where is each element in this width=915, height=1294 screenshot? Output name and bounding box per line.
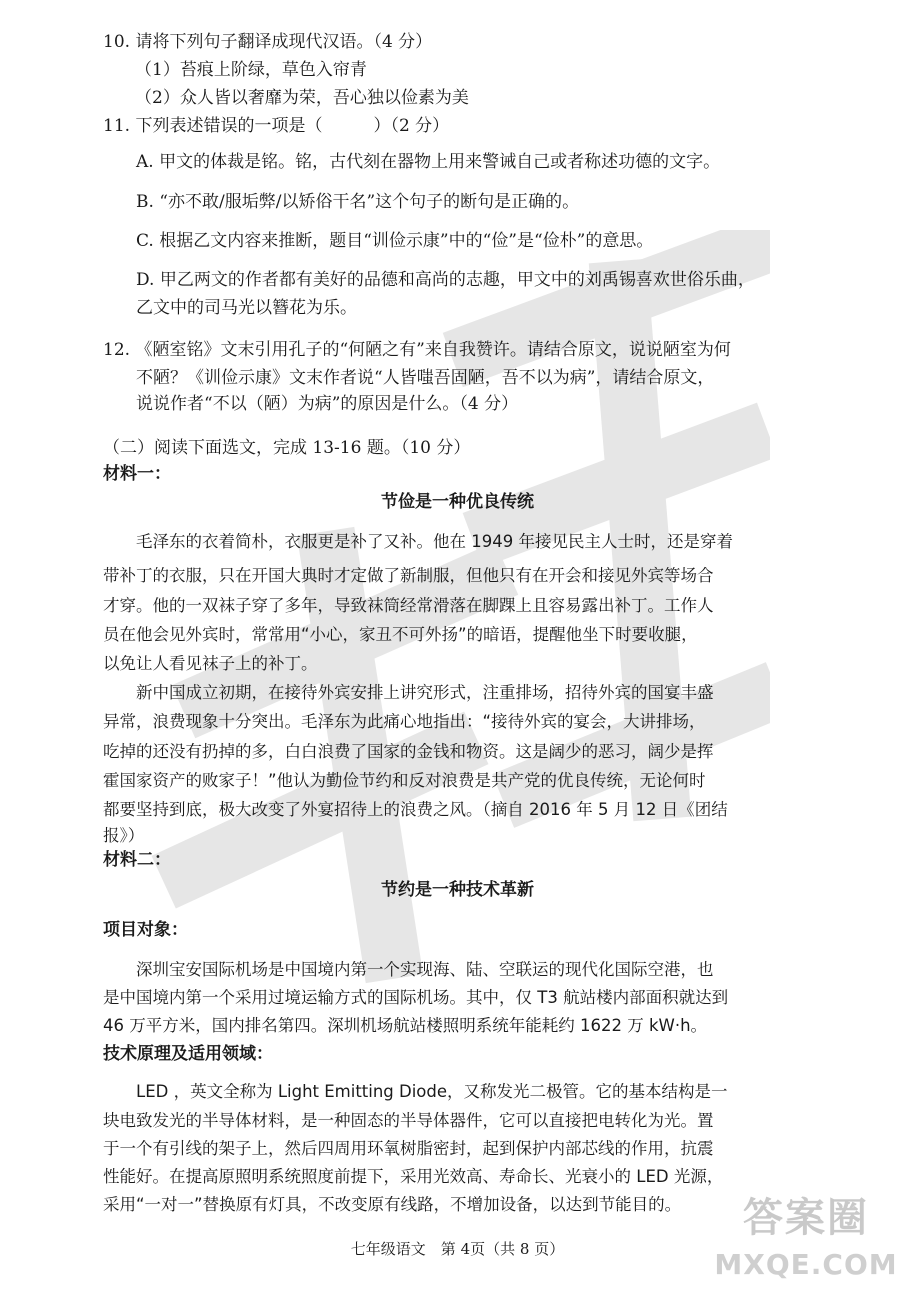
stamp-url: MXQE.COM	[714, 1248, 898, 1281]
material-2-title: 节约是一种技术革新	[381, 880, 534, 900]
p4-line-5: 采用“一对一”替换原有灯具，不改变原有线路，不增加设备，以达到节能目的。	[103, 1195, 682, 1214]
q10-sentence-1: （1）苔痕上阶绿，草色入帘青	[135, 60, 367, 80]
p4-line-1: LED ，英文全称为 Light Emitting Diode，又称发光二极管。它的基本结构是一	[136, 1082, 728, 1101]
q10-sentence-2: （2）众人皆以奢靡为荣，吾心独以俭素为美	[135, 88, 469, 108]
q11-option-c: C. 根据乙文内容来推断，题目“训俭示康”中的“俭”是“俭朴”的意思。	[136, 231, 654, 251]
p2-line-1: 新中国成立初期，在接待外宾安排上讲究形式，注重排场，招待外宾的国宴丰盛	[136, 683, 714, 702]
p2-line-4: 霍国家资产的败家子！”他认为勤俭节约和反对浪费是共产党的优良传统，无论何时	[103, 771, 706, 790]
q11-option-d-line2: 乙文中的司马光以簪花为乐。	[136, 298, 357, 318]
q11-option-d-line1: D. 甲乙两文的作者都有美好的品德和高尚的志趣，甲文中的刘禹锡喜欢世俗乐曲，	[136, 270, 755, 290]
stamp-text: 答案圈	[743, 1195, 869, 1241]
p4-line-3: 于一个有引线的架子上，然后四周用环氧树脂密封，起到保护内部芯线的作用，抗震	[103, 1139, 714, 1158]
p1-line-1: 毛泽东的衣着简朴，衣服更是补了又补。他在 1949 年接见民主人士时，还是穿着	[136, 532, 733, 551]
q11-option-a: A. 甲文的体裁是铭。铭，古代刻在器物上用来警诫自己或者称述功德的文字。	[136, 152, 721, 172]
material-1-label: 材料一：	[103, 464, 171, 484]
p4-line-4: 性能好。在提高原照明系统照度前提下，采用光效高、寿命长、光衰小的 LED 光源，	[103, 1167, 724, 1186]
p1-line-3: 才穿。他的一双袜子穿了多年，导致袜筒经常滑落在脚踝上且容易露出补丁。工作人	[103, 596, 714, 615]
page-footer: 七年级语文 第 4页（共 8 页）	[350, 1240, 565, 1258]
p1-line-2: 带补丁的衣服，只在开国大典时才定做了新制服，但他只有在开会和接见外宾等场合	[103, 566, 714, 585]
corner-stamp-logo	[711, 1194, 901, 1286]
q11-option-b: B. “亦不敢/服垢弊/以矫俗干名”这个句子的断句是正确的。	[136, 192, 580, 212]
p2-line-3: 吃掉的还没有扔掉的多，白白浪费了国家的金钱和物资。这是阔少的恶习，阔少是挥	[103, 742, 714, 761]
tech-label: 技术原理及适用领域：	[103, 1044, 273, 1064]
p2-line-5: 都要坚持到底，极大改变了外宴招待上的浪费之风。（摘自 2016 年 5 月 12 日《团结	[103, 800, 728, 819]
p3-line-2: 是中国境内第一个采用过境运输方式的国际机场。其中，仅 T3 航站楼内部面积就达到	[103, 988, 729, 1007]
project-label: 项目对象：	[103, 920, 188, 940]
q11-stem: 11. 下列表述错误的一项是（ ）（2 分）	[103, 116, 450, 136]
q12-line-1: 12. 《陋室铭》文末引用孔子的“何陋之有”来自我赞许。请结合原文，说说陋室为何	[103, 340, 731, 360]
p2-line-2: 异常，浪费现象十分突出。毛泽东为此痛心地指出：“接待外宾的宴会，大讲排场，	[103, 712, 706, 731]
p3-line-1: 深圳宝安国际机场是中国境内第一个实现海、陆、空联运的现代化国际空港，也	[136, 960, 714, 979]
material-1-title: 节俭是一种优良传统	[381, 492, 534, 512]
p3-line-3: 46 万平方米，国内排名第四。深圳机场航站楼照明系统年能耗约 1622 万 kW·h。	[103, 1016, 708, 1035]
p4-line-2: 块电致发光的半导体材料，是一种固态的半导体器件，它可以直接把电转化为光。置	[103, 1111, 714, 1130]
q12-line-2: 不陋？《训俭示康》文末作者说“人皆嗤吾固陋，吾不以为病”，请结合原文，	[136, 368, 715, 388]
section-heading: （二）阅读下面选文，完成 13-16 题。（10 分）	[103, 438, 471, 458]
q12-line-3: 说说作者“不以（陋）为病”的原因是什么。（4 分）	[136, 394, 519, 414]
q10-stem: 10. 请将下列句子翻译成现代汉语。（4 分）	[103, 32, 433, 52]
p2-line-6: 报》）	[103, 826, 145, 845]
p1-line-4: 员在他会见外宾时，常常用“小心，家丑不可外扬”的暗语，提醒他坐下时要收腿，	[103, 625, 698, 644]
material-2-label: 材料二：	[103, 850, 171, 870]
p1-line-5: 以免让人看见袜子上的补丁。	[103, 654, 318, 673]
